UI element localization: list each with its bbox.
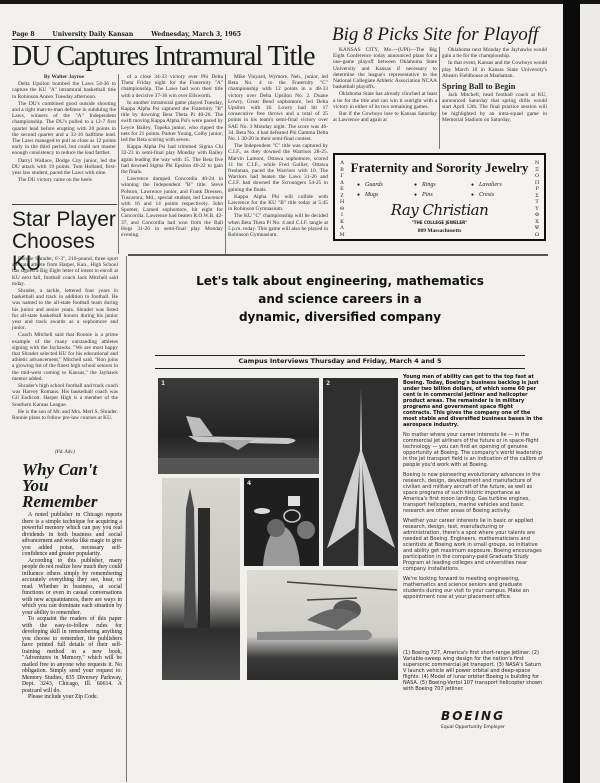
memory-paragraph: A noted publisher in Chicago reports there is a simple technique for acquiring a powerful memory which can pay you real dividends in both business and social advancement and works like magic to give you added poise, necessary self-confidence and greater popularity. bbox=[22, 512, 122, 557]
paid-ad-credit: (Pd. Adv.) bbox=[55, 450, 75, 455]
du-paragraph: The DU victory came on the heels bbox=[18, 177, 92, 184]
du-story-col2 bbox=[121, 74, 223, 239]
photo-number: 4 bbox=[247, 480, 252, 487]
boeing-photo-captions: (1) Boeing 727, America's first short-range jetliner. (2) Variable-sweep wing design for the nation's first supersonic commercial jet transport. (3) NASA's Saturn V launch vehicle will power orbital and deep-space flights. (4) Model of lunar orbiter Boeing is building for NASA. (5) Boeing-Vertol 107 transport helicopter shown with Boeing 707 jetliner. bbox=[403, 650, 543, 692]
equal-opportunity-line: Equal Opportunity Employer bbox=[441, 725, 505, 730]
jewelry-item: ● Rings bbox=[414, 182, 471, 190]
du-paragraph: The DU's combined good outside shooting and a tight man-to-man defense in subduing the Laws, winners of the "A" Independent championship. The DU's pulled to a 12-7 first quarter lead before erupting with 20 points in the second quarter and a 32-16 halftime lead. The Laws managed to pull as close as 12 points early in the third period, but could not muster enough consistency to reduce the lead farther. bbox=[12, 100, 116, 157]
ray-christian-logo: Ray Christian bbox=[390, 201, 489, 219]
memory-ad-body bbox=[22, 512, 122, 701]
photo-saturn-v bbox=[162, 478, 240, 680]
star-paragraph: Shrader's high school football and track coach was Harvey Romans. His basketball coach was Gil Endicott. Harper High is a member of the Southern Kansas League. bbox=[12, 383, 118, 408]
book-spine-gutter bbox=[563, 0, 580, 783]
memory-ad-headline: Why Can't You Remember bbox=[22, 460, 98, 511]
boeing-ad-body bbox=[403, 374, 543, 604]
du-story-col3 bbox=[228, 74, 328, 239]
newspaper-page bbox=[0, 4, 563, 783]
boeing-paragraph: We're looking forward to meeting engineering, mathematics and science seniors and graduate students during our visit to your campus. Make an appointment now at your placement office. bbox=[403, 576, 530, 600]
photo-number: 1 bbox=[161, 380, 166, 387]
spring-ball-headline: Spring Ball to Begin bbox=[442, 81, 516, 92]
boeing-paragraph: Whether your career interests lie in basic or applied research, design, test, manufacturing or administration, there's a spot where your talents are needed at Boeing. Engineers, mathematicians and scientists at Boeing work in small groups, so initiative and ability get maximum exposure. Boeing encourages participation in the company-paid Graduate Study Program at leading colleges and universities near company installations. bbox=[403, 518, 542, 572]
greek-letters-left: Α Β Γ Δ Ε Ζ Η Θ Ι Κ Λ Μ bbox=[339, 160, 345, 238]
boeing-paragraph: Boeing is now pioneering evolutionary advances in the research, design, development and manufacture of civilian and military aircraft of the future, as well as space programs of such historic importance as America's first moon landing. Gas turbine engines, transport helicopters, marine vehicles and basic research are other areas of Boeing activity. bbox=[403, 472, 541, 514]
big8-paragraph: But if the Cowboys lose to Kansas Saturday at Lawrence and again at bbox=[333, 111, 437, 124]
column-rule bbox=[126, 256, 127, 782]
boeing-ad-headline: Let's talk about engineering, mathematics and science careers in a dynamic, diversified company bbox=[196, 274, 484, 324]
du-paragraph: Darryl Wallace, Dodge City junior, led the DU attack with 19 points. Tom Holland, first-year law student, paced the Laws with nine. bbox=[12, 157, 116, 177]
ray-christian-address: 809 Massachusetts bbox=[417, 228, 462, 234]
jewelry-item: ● Mugs bbox=[357, 192, 414, 200]
photo-number: 5 bbox=[250, 572, 255, 579]
du-paragraph: Mike Vinyard, Wymore, Neb., junior, led Beta No. 4 to the Fraternity "C" championship with 12 points in a 48-33 victory over Delta Upsilon No. 2. Duane Lowry, Great Bend sophomore, led Delta Upsilon with 16. Lowry had hit 17 consecutive free throws and a total of 25 points in his team's semi-final victory over SAE No. 3 Monday night. The score was 46-34. Beta No. 4 had defeated Phi Gamma Delta No. 1 30-20 in their semi-final contest. bbox=[228, 74, 328, 143]
du-paragraph: The KU "C" championship will be decided when Beta Theta Pi No. 4 and C.I.F. tangle at 5 p.m. today. This game will also be played in Robinson Gymnasium. bbox=[228, 213, 328, 239]
du-paragraph: Lawrence dumped Concordia 40-24 in winning the Independent "B" title. Steve Polston, Lawrence junior, and Frank Dressen, Tuscarora, Md., special student, led Lawrence with 16 and 14 points respectively. John Spomer, Larned sophomore, hit eight for Concordia. Lawrence had beaten R.O.W.B. 42-37, and Concordia had won from the Ball Hogs 31-26 in semi-final play Monday evening. bbox=[121, 176, 223, 239]
greek-letters-right: Ν Ξ Ο Π Ρ Σ Τ Υ Φ Χ Ψ Ω bbox=[534, 160, 540, 238]
big8-paragraph: Oklahoma State has already clinched at least a tie for the title and can win it outright with a victory in either of its two remaining games. bbox=[333, 91, 437, 110]
du-byline: By Walter Jayroe bbox=[43, 74, 85, 80]
du-paragraph: Kappa Alpha Phi will collide with Lawrence for the KU "B" title today at 5:45 in Robinson Gymnasium. bbox=[228, 193, 328, 213]
du-paragraph: Kappa Alpha Psi had trimmed Sigma Chi 32-23 in semi-final play Monday with Bailey again leading the way with 15. The Beta five had downed Sigma Phi Epsilon 40-22 to gain the finals. bbox=[121, 144, 223, 176]
divider bbox=[155, 368, 525, 369]
big8-col2 bbox=[442, 47, 547, 124]
big8-paragraph: Oklahoma next Monday the Jayhawks would gain a tie for the championship. bbox=[442, 47, 547, 60]
big8-col1 bbox=[333, 47, 437, 124]
jewelry-item: ● Pins bbox=[414, 192, 471, 200]
star-player-headline: Star Player Chooses KU bbox=[12, 208, 116, 275]
du-paragraph: of a close 34-33 victory over Phi Delta Theta Friday night for the Fraternity "A" championship. The Laws had won their title with a decisive 37-36 win over Ellsworth. bbox=[121, 74, 223, 99]
du-paragraph: The Independent "C" title was captured by C.I.F., as they downed the Warriors 28-25. Marvin Lamont, Ottawa sophomore, scored 11 for C.I.F., while Fred Gollier, Ottawa freshman, paced the Warriors with 10. The Warriors had beaten the Laws 31-26 and C.I.F. had downed the Scroungers 54-25 in gaining the finals. bbox=[228, 143, 328, 193]
spring-ball-text: Jack Mitchell, head football coach at KU, announced Saturday that spring drills would start April 12th. The final practice session will be highlighted by an intra-squad game in Memorial Stadium on Saturday, bbox=[442, 92, 547, 123]
divider bbox=[155, 355, 525, 356]
big8-paragraph: In that event, Kansas and the Cowboys would play March 10 in Kansas State University's Ahearn Fieldhouse at Manhattan. bbox=[442, 60, 547, 79]
campus-interviews-line: Campus Interviews Thursday and Friday, March 4 and 5 bbox=[238, 357, 442, 365]
paper-name: University Daily Kansan bbox=[52, 31, 134, 38]
star-paragraph: Coach Mitchell said that Ronnie is a prime example of the many outstanding athletes signing with the Jayhawks. "We are most happy that Shrader selected KU for his educational and athletic advancement," Mitchell said. "Ron joins a growing list of the finest high school seniors in the mid-west coming to Kansas," the Jayhawk mentor added. bbox=[12, 332, 118, 382]
photo-supersonic-transport bbox=[323, 378, 398, 566]
column-rule bbox=[225, 74, 226, 254]
photo-number: 3 bbox=[165, 480, 170, 487]
boeing-paragraph: No matter where your career interests lie — in the commercial jet airliners of the future or in space-flight technology — you can find an opening of genuine opportunity at Boeing. The company's world leadership in the jet transport field is an indication of the calibre of people you'd work with at Boeing. bbox=[403, 432, 543, 468]
boeing-photo-collage bbox=[156, 376, 398, 696]
memory-paragraph: To acquaint the readers of this paper with the easy-to-follow rules for developing skill in remembering anything you choose to remember, the publishers have printed full details of their self-training method in a new book, "Adventures in Memory," which will be mailed free to anyone who requests it. No obligation. Simply send your request to: Memory Studies, 835 Diversey Parkway, Dept. 3243, Chicago, Ill. 60614. A postcard will do. bbox=[22, 616, 122, 694]
photo-boeing-727 bbox=[158, 378, 319, 474]
photo-number: 2 bbox=[326, 380, 331, 387]
memory-paragraph: Please include your Zip Code. bbox=[28, 694, 99, 700]
du-story-col1 bbox=[12, 74, 116, 184]
star-paragraph: Shrader, a tackle, lettered four years in basketball and track in addition to football. He was named to the all-state football team during his junior and senior years. Shrader was listed for all-state basketball honors during his junior year and track awards as a sophomore and junior. bbox=[12, 288, 118, 332]
ray-christian-tagline: "THE COLLEGE JEWELER" bbox=[411, 220, 468, 225]
jewelry-item: ● Crests bbox=[471, 192, 528, 200]
jewelry-item: ● Lavaliers bbox=[471, 182, 528, 190]
photo-lunar-orbiter bbox=[244, 478, 319, 566]
boeing-paragraph: Young men of ability can get to the top fast at Boeing. Today, Boeing's business backlog is just under two billion dollars, of which some 60 per cent is in commercial jetliner and helicopter product areas. The remainder is in military programs and government space flight contracts. This gives the company one of the most stable and diversified business bases in the aerospace industry. bbox=[403, 374, 543, 428]
memory-paragraph: According to this publisher, many people do not realize how much they could influence others simply by remembering accurately everything they see, hear, or read. Whether in business, at social functions or even in casual conversations with new acquaintances, there are ways in which you can dominate each situation by your ability to remember. bbox=[22, 557, 122, 616]
column-rule bbox=[439, 47, 440, 149]
divider bbox=[12, 204, 117, 205]
du-headline: DU Captures Intramural Title bbox=[12, 41, 315, 72]
star-paragraph: He is the son of Mr. and Mrs. Merl S. Shrader. Ronnie plans to follow pre-law courses at KU. bbox=[12, 408, 119, 422]
jewelry-item: ● Guards bbox=[357, 182, 414, 190]
star-player-story bbox=[12, 256, 118, 422]
jewelry-item-list bbox=[357, 182, 528, 199]
jewelry-ad bbox=[333, 153, 546, 241]
boeing-logo: BOEING bbox=[441, 709, 505, 723]
jewelry-ad-title: Fraternity and Sorority Jewelry bbox=[350, 160, 529, 175]
du-paragraph: In another intramural game played Tuesday, Kappa Alpha Psi captured the Fraternity "B" title by downing Beta Theta Pi 40-26. The swift moving Kappa Alpha Psi's were paced by Leyce Bailey, Topeka junior, who ripped the nets for 21 points. Parker Young, Colby junior, led the Beta scoring with seven. bbox=[121, 99, 223, 144]
big8-headline: Big 8 Picks Site for Playoff bbox=[332, 24, 539, 45]
du-paragraph: Delta Upsilon bombed the Laws 54-36 to capture the KU "A" intramural basketball title in Robinson Annex Tuesday afternoon. bbox=[12, 81, 116, 100]
big8-paragraph: KANSAS CITY, Mo.—(UPI)—The Big Eight Conference today announced plans for a one-game playoff between Oklahoma State University and Kansas if necessary to determine the league's representative to the National Collegiate Athletic Association NCAA basketball playoffs. bbox=[333, 47, 437, 91]
page-number: Page 8 bbox=[12, 31, 35, 38]
divider bbox=[128, 254, 548, 256]
issue-date: Wednesday, March 3, 1965 bbox=[151, 31, 242, 38]
star-paragraph: Ronnie Shrader, 6'-3", 210-pound, three sport all-state athlete from Harper, Kan., High School has signed a Big Eight letter of intent to enroll at KU next fall, football coach Jack Mitchell said today. bbox=[12, 256, 118, 287]
facing-page-edge bbox=[580, 4, 600, 783]
masthead bbox=[12, 30, 242, 40]
photo-vertol-helicopter bbox=[247, 570, 398, 680]
